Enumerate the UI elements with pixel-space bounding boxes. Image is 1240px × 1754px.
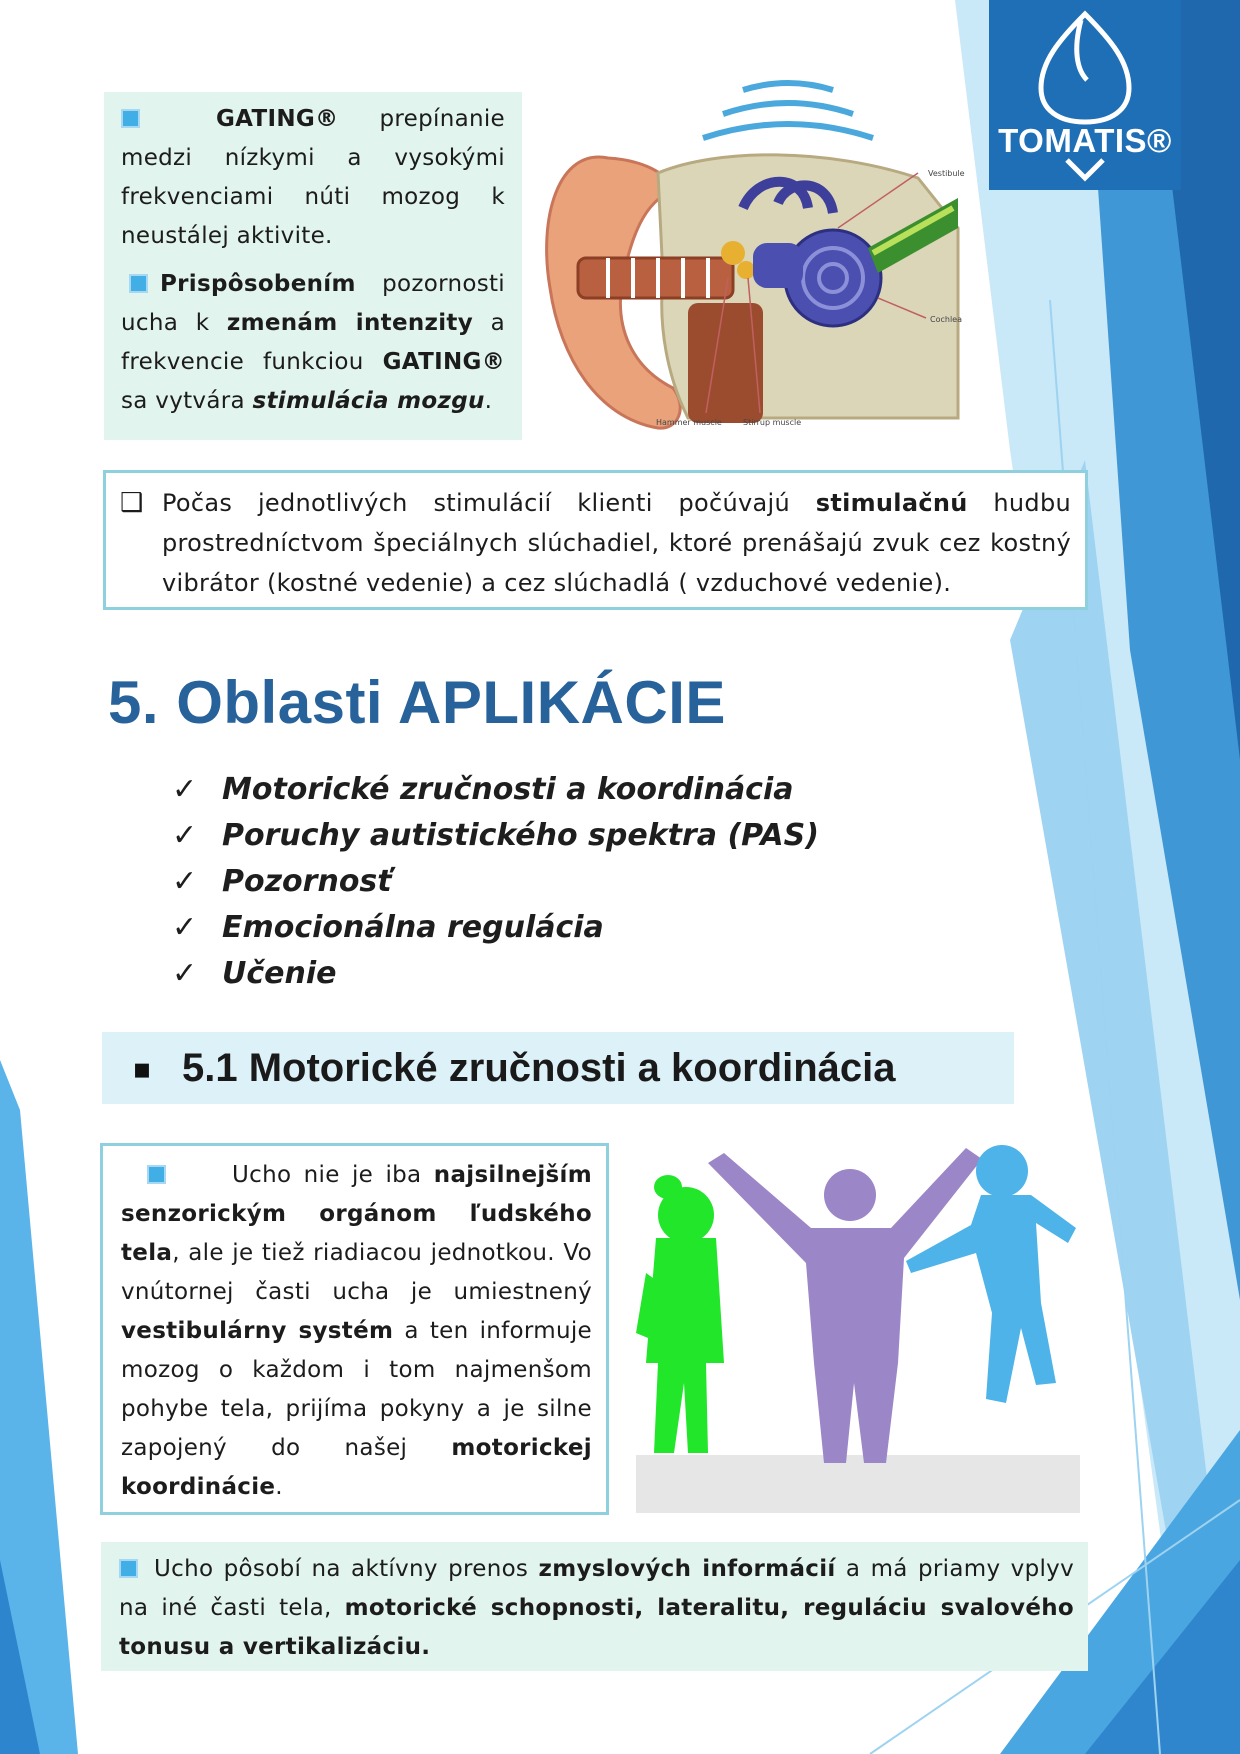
list-item-label: Emocionálna regulácia: [222, 909, 604, 945]
logo-mark-icon: [989, 0, 1181, 190]
gating-box: [104, 92, 522, 440]
motor-text-4: .: [275, 1474, 283, 1500]
list-item: [172, 766, 872, 812]
check-icon: ✓: [172, 817, 198, 853]
motor-box: [100, 1143, 609, 1515]
section51-title: 5.1 Motorické zručnosti a koordinácia: [182, 1045, 896, 1090]
sensory-info-term: zmyslových informácií: [538, 1556, 836, 1582]
application-list: [172, 766, 872, 996]
hammer-muscle-label: Hammer muscle: [656, 418, 722, 427]
motor-text-2: , ale je tiež riadiacou jednotkou. Vo vnútornej časti ucha je umiestnený: [121, 1240, 592, 1305]
motor-abilities-term: motorické schopnosti, lateralitu, reguláciu svalového tonusu a vertikalizáciu.: [119, 1595, 1074, 1660]
vestibular-term: vestibulárny systém: [121, 1318, 394, 1344]
motor-text-1: Ucho nie je iba: [232, 1162, 434, 1188]
stimulation-box: [103, 470, 1088, 610]
checkbox-bullet-icon: ❑: [120, 488, 144, 518]
intensity-term: zmenám intenzity: [226, 310, 473, 336]
sensory-organ-term: najsilnejším senzorickým orgánom ľudského tela: [121, 1162, 592, 1266]
stimulation-term: stimulačnú: [815, 489, 968, 517]
adaptation-text-3: sa vytvára: [121, 388, 253, 414]
stirrup-muscle-label: Stirrup muscle: [743, 418, 802, 427]
purple-child-silhouette: [708, 1148, 982, 1463]
cochlea-label: Cochlea: [930, 315, 962, 324]
list-item: [172, 858, 872, 904]
list-item: [172, 950, 872, 996]
sensory-text-2: a má priamy vplyv na iné časti tela,: [119, 1556, 1075, 1621]
stimulation-text-2: hudbu prostredníctvom špeciálnych slúchadiel, ktoré prenášajú zvuk cez kostný vibrátor (kostné vedenie) a cez slúchadlá ( vzduchové vedenie).: [162, 489, 1072, 597]
green-child-silhouette: [636, 1175, 724, 1453]
gating-term-2: GATING®: [382, 349, 505, 375]
check-icon: ✓: [172, 863, 198, 899]
section5-title: 5. Oblasti APLIKÁCIE: [108, 669, 726, 736]
sensory-text-1: Ucho pôsobí na aktívny prenos: [154, 1556, 539, 1582]
square-bullet-icon: [119, 1559, 138, 1578]
check-icon: ✓: [172, 955, 198, 991]
tomatis-logo: [989, 0, 1181, 190]
adaptation-paragraph: [121, 265, 505, 421]
motor-coordination-term: motorickej koordinácie: [121, 1435, 592, 1500]
ear-anatomy-image: [538, 78, 968, 440]
logo-text: TOMATIS®: [998, 122, 1172, 159]
adaptation-text-1: pozornosti ucha k: [121, 271, 505, 336]
sensory-box: [101, 1542, 1088, 1671]
list-item: [172, 812, 872, 858]
brain-stimulation-term: stimulácia mozgu: [252, 388, 485, 414]
list-item-label: Pozornosť: [222, 863, 392, 899]
square-bullet-icon: [147, 1165, 166, 1184]
adaptation-text-2: a frekvencie funkciou: [121, 310, 505, 375]
check-icon: ✓: [172, 771, 198, 807]
vestibule-label: Vestibule: [928, 169, 965, 178]
square-bullet-icon: [121, 109, 140, 128]
square-bullet-icon: [129, 274, 148, 293]
list-item: [172, 904, 872, 950]
motor-text-3: a ten informuje mozog o každom i tom najmenšom pohybe tela, prijíma pokyny a je silne zapojený do našej: [121, 1318, 592, 1461]
adaptation-term: Prispôsobením: [160, 271, 356, 297]
adaptation-text-4: .: [484, 388, 493, 414]
blue-child-silhouette: [906, 1145, 1076, 1403]
stimulation-text-1: Počas jednotlivých stimulácií klienti počúvajú: [162, 489, 816, 517]
gating-paragraph: [121, 100, 505, 256]
gating-text: prepínanie medzi nízkymi a vysokými frekvenciami núti mozog k neustálej aktivite.: [121, 106, 505, 249]
square-bullet-icon: ▪: [132, 1051, 152, 1085]
list-item-label: Učenie: [222, 955, 337, 991]
children-silhouettes-image: [636, 1133, 1080, 1513]
check-icon: ✓: [172, 909, 198, 945]
section51-bar: [102, 1032, 1014, 1104]
list-item-label: Poruchy autistického spektra (PAS): [222, 817, 819, 853]
gating-term: GATING®: [216, 106, 339, 132]
list-item-label: Motorické zručnosti a koordinácia: [222, 771, 794, 807]
